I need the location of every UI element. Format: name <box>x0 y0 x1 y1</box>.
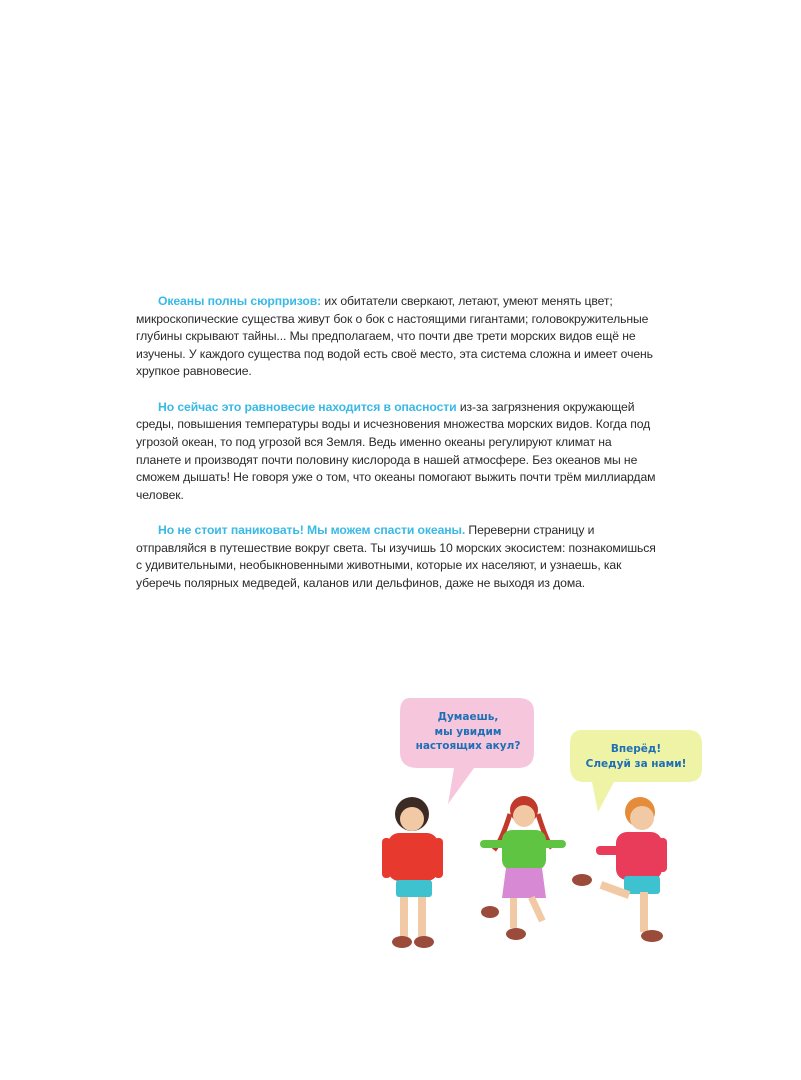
speech-right-line-2: Следуй за нами! <box>585 757 687 770</box>
paragraph-2-text: из-за загрязнения окружающей среды, повышения температуры воды и исчезновения множества морских видов. Когда под угрозой океан, то под угрозой вся Земля. Ведь именно океаны регулируют климат на планете и производят почти половину кислорода в нашей атмосфере. Без океанов мы не сможем дышать! Не говоря уже о том, что океаны помогают выжить почти трём миллиардам человек. <box>136 399 656 502</box>
paragraph-1 <box>136 293 656 381</box>
intro-text <box>136 293 656 610</box>
children-illustration <box>370 690 730 960</box>
boy-left <box>382 797 443 948</box>
paragraph-1-text: их обитатели сверкают, летают, умеют менять цвет; микроскопические существа живут бок о бок с настоящими гигантами; головокружительные глубины скрывают тайны... Мы предполагаем, что почти две трети морских видов ещё не изучены. У каждого существа под водой есть своё место, эта система сложна и имеет очень хрупкое равновесие. <box>136 294 653 379</box>
speech-left-text <box>408 710 528 754</box>
paragraph-3-lead: Но не стоит паниковать! Мы можем спасти океаны. <box>158 523 466 538</box>
paragraph-1-lead: Океаны полны сюрпризов: <box>158 294 322 308</box>
paragraph-3-text: Переверни страницу и отправляйся в путешествие вокруг света. Ты изучишь 10 морских экосистем: познакомишься с удивительными, необыкновенными животными, которые их населяют, и узнаешь, как уберечь полярных медведей, каланов или дельфинов, даже не выходя из дома. <box>136 523 656 590</box>
paragraph-3 <box>136 522 656 592</box>
speech-left-line-1: Думаешь, <box>437 711 499 723</box>
paragraph-2 <box>136 399 656 505</box>
boy-right <box>572 797 667 942</box>
speech-right-text <box>574 742 698 771</box>
paragraph-2-lead: Но сейчас это равновесие находится в опасности <box>158 399 457 414</box>
girl-middle <box>480 796 566 940</box>
speech-left-line-2: мы увидим <box>434 725 502 738</box>
speech-left-line-3: настоящих акул? <box>415 740 521 752</box>
speech-right-line-1: Вперёд! <box>610 743 662 755</box>
